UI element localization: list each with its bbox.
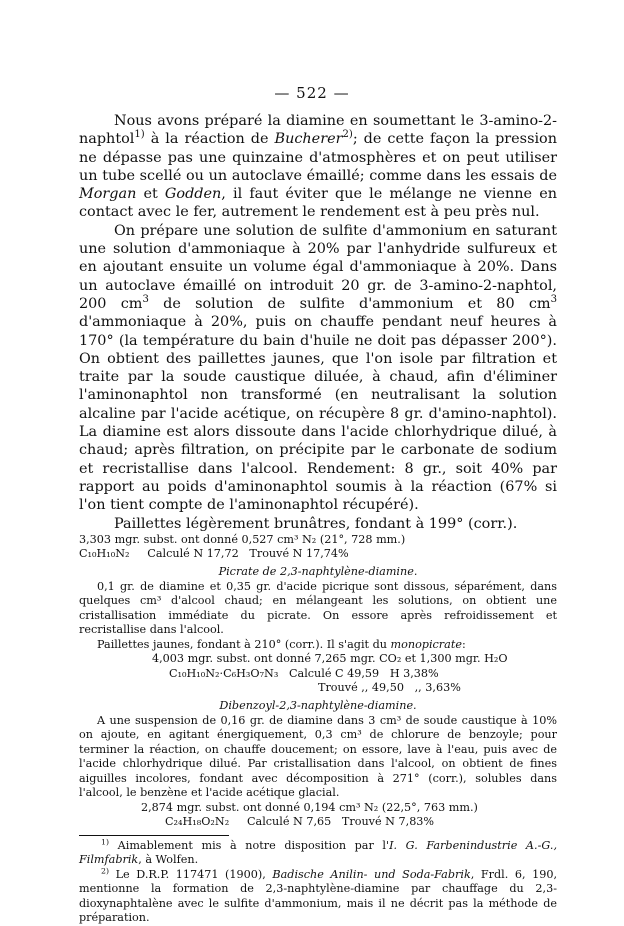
dibenzoyl-section (79, 714, 557, 801)
picrate-paragraph: 0,1 gr. de diamine et 0,35 gr. d'acide picrique sont dissous, séparément, dans quelques cm³ d'alcool chaud; en mélangeant les solutions, on obtient une cristallisation immédiate du picrate. On essore après refroidissement et recristallise dans l'alcool. (79, 579, 557, 637)
text-run: Nous avons préparé la diamine en soumettant le 3-amino-2-naphtol (79, 113, 557, 148)
text-run: Paillettes jaunes, fondant à 210° (corr.). Il s'agit du (97, 637, 391, 651)
footnote-2 (79, 868, 557, 926)
picrate-paragraph-2 (79, 638, 557, 653)
text-run: I. G. Farbenindustrie A.-G., Filmfabrik (79, 838, 557, 867)
analysis-line: C₁₀H₁₀N₂·C₆H₃O₇N₃ Calculé C 49,59 H 3,38% (169, 666, 439, 680)
text-run: Le D.R.P. 117471 (1900), (109, 867, 273, 881)
text-run: , Frdl. 6, 190, mentionne la formation de 2,3-naphtylène-diamine par chauffage du 2,3-dioxynaphtalène avec le sulfite d'ammonium, mais il ne décrit pas la méthode de préparation. (79, 867, 558, 925)
text-run: , à Wolfen. (138, 853, 199, 867)
analysis-line: C₁₀H₁₀N₂ Calculé N 17,72 Trouvé N 17,74% (79, 547, 349, 561)
author-morgan: Morgan (79, 186, 137, 203)
text-run: Aimablement mis à notre disposition par l' (109, 838, 390, 852)
body-text (79, 112, 557, 926)
analysis-line: 4,003 mgr. subst. ont donné 7,265 mgr. CO₂ et 1,300 mgr. H₂O (152, 652, 508, 666)
text-run: de solution de sulfite d'ammonium et 80 cm (148, 295, 551, 312)
page-number: — 522 — (274, 84, 350, 102)
text-run: , il faut éviter que le mélange ne vienne en contact avec le fer, autrement le rendement est à peu près nul. (79, 186, 557, 221)
section-heading-dibenzoyl: Dibenzoyl-2,3-naphtylène-diamine. (219, 698, 417, 712)
paragraph-product: Paillettes légèrement brunâtres, fondant à 199° (corr.). (114, 515, 518, 532)
text-run: d'ammoniaque à 20%, puis on chauffe pendant neuf heures à 170° (la température du bain d'huile ne doit pas dépasser 200°). On obtient des paillettes jaunes, que l'on isole par filtration et traite par la soude caustique diluée, à chaud, afin d'éliminer l'aminonaphtol non transformé (en neutralisant la solution alcaline par l'acide acétique, on récupère 8 gr. d'amino-naphtol). La diamine est alors dissoute dans l'acide chlorhydrique dilué, à chaud; après filtration, on précipite par le carbonate de sodium et recristallise dans l'alcool. Rendement: 8 gr., soit 40% par rapport au poids d'aminonaphtol soumis à la réaction (67% si l'on tient compte de l'aminonaphtol récupéré). (79, 314, 557, 514)
superscript: 3 (142, 294, 149, 306)
footnote-mark: 1) (101, 837, 110, 847)
footnote-divider (79, 835, 229, 836)
analysis-line: Trouvé ,, 49,50 ,, 3,63% (318, 681, 461, 695)
text-run: On prépare une solution de sulfite d'ammonium en saturant une solution d'ammoniaque à 20% par l'anhydride sulfureux et en ajoutant ensuite un volume égal d'ammoniaque à 20%. Dans un autoclave émaillé on introduit 20 gr. de 3-amino-2-naphtol, 200 cm (79, 222, 557, 312)
footnote-ref-1: 1) (134, 129, 145, 141)
footnote-ref-2: 2) (342, 129, 353, 141)
analysis-picrate (79, 652, 557, 696)
footnotes (79, 839, 557, 926)
analysis-line: 2,874 mgr. subst. ont donné 0,194 cm³ N₂ (22,5°, 763 mm.) (141, 800, 478, 814)
text-run: à la réaction de (144, 131, 275, 148)
text-run: ; de cette façon la pression ne dépasse pas une quinzaine d'atmosphères et on peut utiliser un tube scellé ou un autoclave émaillé; comme dans les essais de (79, 131, 557, 184)
footnote-1 (79, 839, 557, 868)
text-run: Badische Anilin- und Soda-Fabrik (272, 867, 471, 881)
analysis-diamine (79, 533, 557, 562)
superscript: 3 (550, 294, 557, 306)
analysis-line: C₂₄H₁₈O₂N₂ Calculé N 7,65 Trouvé N 7,83% (165, 815, 435, 829)
author-bucherer: Bucherer (274, 131, 343, 148)
section-heading-picrate: Picrate de 2,3-naphtylène-diamine. (218, 564, 418, 578)
text-run: et (136, 186, 165, 203)
paragraph-intro (79, 112, 557, 222)
analysis-line: 3,303 mgr. subst. ont donné 0,527 cm³ N₂ (21°, 728 mm.) (79, 532, 406, 546)
text-run: : (461, 637, 466, 651)
analysis-dibenzoyl (79, 801, 557, 830)
footnote-mark: 2) (101, 866, 110, 876)
dibenzoyl-paragraph: A une suspension de 0,16 gr. de diamine dans 3 cm³ de soude caustique à 10% on ajoute, en agitant énergiquement, 0,3 cm³ de chlorure de benzoyle; pour terminer la réaction, on chauffe doucement; on essore, lave à l'eau, puis avec de l'acide chlorhydrique dilué. Par cristallisation dans l'alcool, on obtient de fines aiguilles incolores, fondant avec décomposition à 271° (corr.), solubles dans l'alcool, le benzène et l'acide acétique glacial. (79, 713, 557, 800)
picrate-section (79, 580, 557, 653)
paragraph-procedure (79, 222, 557, 515)
author-godden: Godden (164, 186, 222, 203)
term-monopicrate: monopicrate (390, 637, 462, 651)
